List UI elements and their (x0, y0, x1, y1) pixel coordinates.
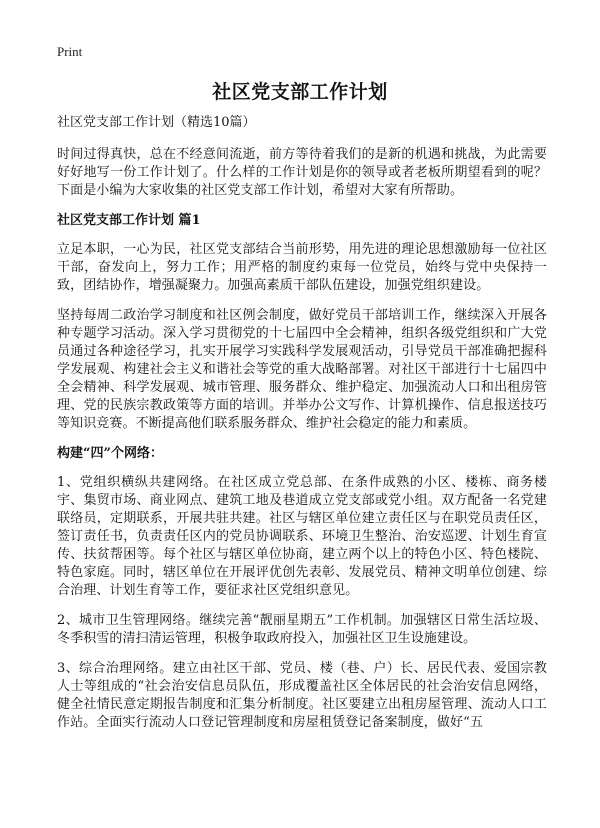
document-subtitle: 社区党支部工作计划（精选10篇） (57, 115, 256, 130)
document-body (57, 114, 547, 744)
paragraph-1: 立足本职，一心为民，社区党支部结合当前形势，用先进的理论思想激励每一位社区干部，奋发向上，努力工作；用严格的制度约束每一位党员，始终与党中央保持一致，团结协作，增强凝聚力。加强高素质干部队伍建设，加强党组织建设。 (57, 242, 547, 293)
print-label: Print (57, 44, 83, 59)
section-heading-2: 构建“四”个网络： (57, 446, 163, 461)
section-heading-1: 社区党支部工作计划 篇1 (57, 213, 201, 228)
intro-paragraph: 时间过得真快，总在不经意间流逝，前方等待着我们的是新的机遇和挑战，为此需要好好地写一份工作计划了。什么样的工作计划是你的领导或者老板所期望看到的呢？下面是小编为大家收集的社区党支部工作计划，希望对大家有所帮助。 (57, 147, 547, 198)
paragraph-2: 坚持每周二政治学习制度和社区例会制度，做好党员干部培训工作，继续深入开展各种专题学习活动。深入学习贯彻党的十七届四中全会精神，组织各级党组织和广大党员通过各种途径学习，扎实开展学习实践科学发展观活动，引导党员干部准确把握科学发展观、构建社会主义和谐社会等党的重大战略部署。对社区干部进行十七届四中全会精神、科学发展观、城市管理、服务群众、维护稳定、加强流动人口和出租房管理、党的民族宗教政策等方面的培训。并举办公文写作、计算机操作、信息报送技巧等知识竞赛。不断提高他们联系服务群众、维护社会稳定的能力和素质。 (57, 308, 547, 431)
list-item-3: 3、综合治理网络。建立由社区干部、党员、楼（巷、户）长、居民代表、爱国宗教人士等组成的“社会治安信息员队伍，形成覆盖社区全体居民的社会治安信息网络，健全社情民意定期报告制度和汇集分析制度。社区要建立出租房屋管理、流动人口工作站。全面实行流动人口登记管理制度和房屋租赁登记备案制度，做好“五 (57, 661, 547, 730)
list-item-1: 1、党组织横纵共建网络。在社区成立党总部、在条件成熟的小区、楼栋、商务楼宇、集贸市场、商业网点、建筑工地及巷道成立党支部或党小组。双方配备一名党建联络员，定期联系，开展共驻共建。社区与辖区单位建立责任区与在职党员责任区，签订责任书，负责责任区内的党员协调联系、环境卫生整治、治安巡逻、计划生育宣传、扶贫帮困等。每个社区与辖区单位协商，建立两个以上的特色小区、特色楼院、特色家庭。同时，辖区单位在开展评优创先表彰、发展党员、精神文明单位创建、综合治理、计划生育等工作，要征求社区党组织意见。 (57, 475, 547, 598)
document-title: 社区党支部工作计划 (212, 81, 388, 103)
list-item-2: 2、城市卫生管理网络。继续完善“靓丽星期五”工作机制。加强辖区日常生活垃圾、冬季积雪的清扫清运管理，积极争取政府投入，加强社区卫生设施建设。 (57, 613, 547, 646)
